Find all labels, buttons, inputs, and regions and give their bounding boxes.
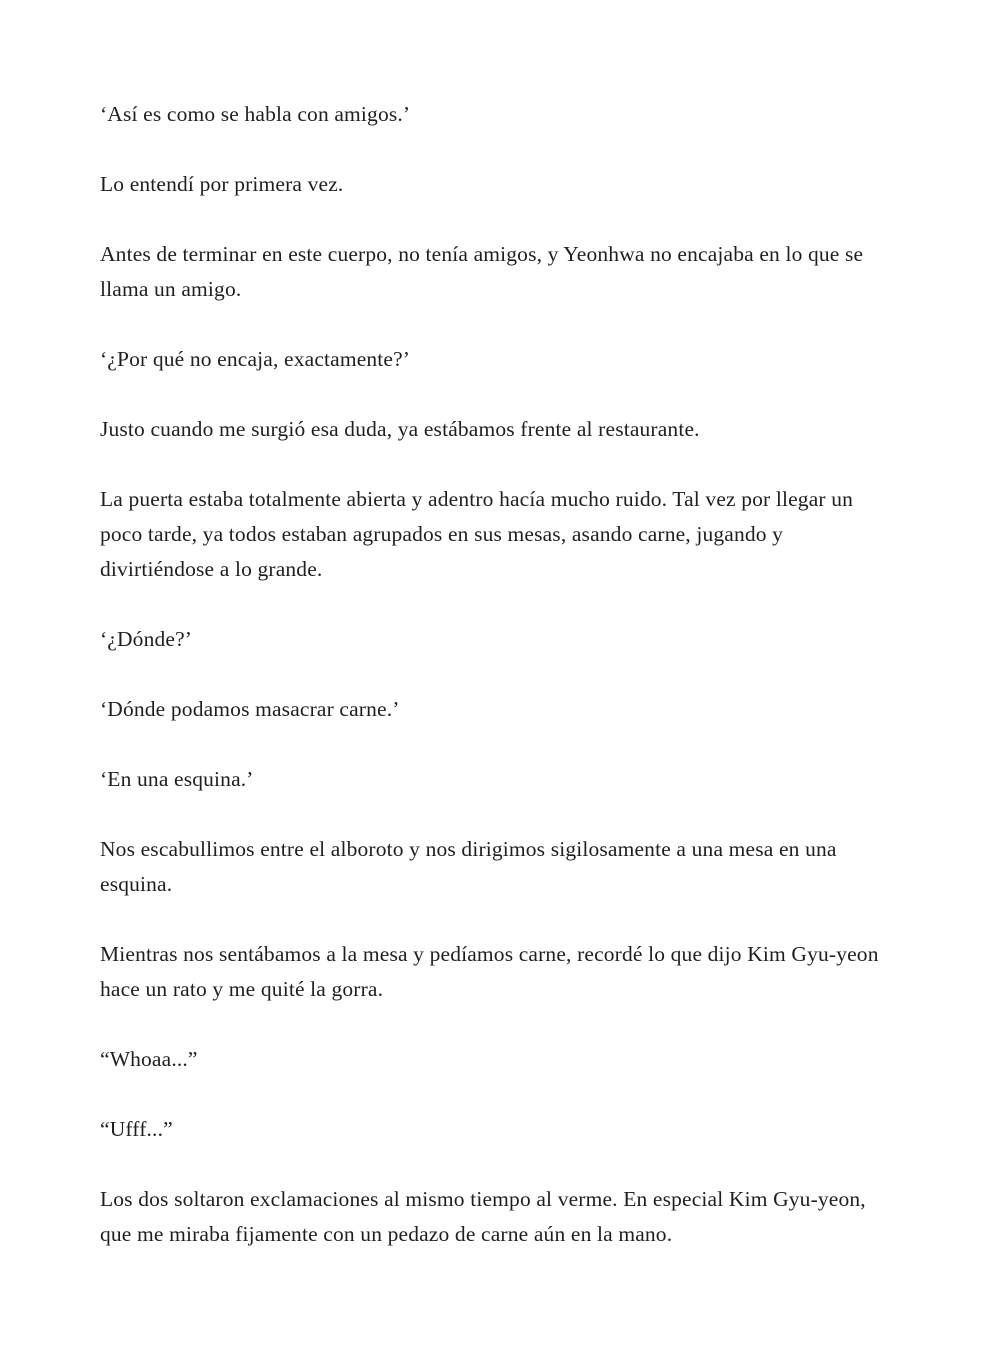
paragraph-exclamaciones: Los dos soltaron exclamaciones al mismo tiempo al verme. En especial Kim Gyu-yeon, que me miraba fijamente con un pedazo de carne aún en la mano. bbox=[100, 1187, 866, 1246]
paragraph-escabullimos: Nos escabullimos entre el alboroto y nos dirigimos sigilosamente a una mesa en una esquina. bbox=[100, 837, 837, 896]
document-body bbox=[100, 97, 900, 1287]
paragraph-dialogue-por-que: ‘¿Por qué no encaja, exactamente?’ bbox=[100, 347, 411, 371]
paragraph-dialogue-whoaa: “Whoaa...” bbox=[100, 1047, 198, 1071]
paragraph-dialogue-donde: ‘¿Dónde?’ bbox=[100, 627, 193, 651]
paragraph-gorra: Mientras nos sentábamos a la mesa y pedíamos carne, recordé lo que dijo Kim Gyu-yeon hace un rato y me quité la gorra. bbox=[100, 942, 879, 1001]
paragraph-antes: Antes de terminar en este cuerpo, no tenía amigos, y Yeonhwa no encajaba en lo que se llama un amigo. bbox=[100, 242, 864, 301]
paragraph-dialogue-esquina: ‘En una esquina.’ bbox=[100, 767, 254, 791]
paragraph-dialogue-ufff: “Ufff...” bbox=[100, 1117, 173, 1141]
paragraph-dialogue-masacrar: ‘Dónde podamos masacrar carne.’ bbox=[100, 697, 400, 721]
paragraph-dialogue-amigos: ‘Así es como se habla con amigos.’ bbox=[100, 102, 411, 126]
paragraph-entendi: Lo entendí por primera vez. bbox=[100, 172, 344, 196]
paragraph-restaurante: Justo cuando me surgió esa duda, ya estábamos frente al restaurante. bbox=[100, 417, 700, 441]
paragraph-puerta: La puerta estaba totalmente abierta y adentro hacía mucho ruido. Tal vez por llegar un poco tarde, ya todos estaban agrupados en sus mesas, asando carne, jugando y divirtiéndose a lo grande. bbox=[100, 487, 854, 581]
